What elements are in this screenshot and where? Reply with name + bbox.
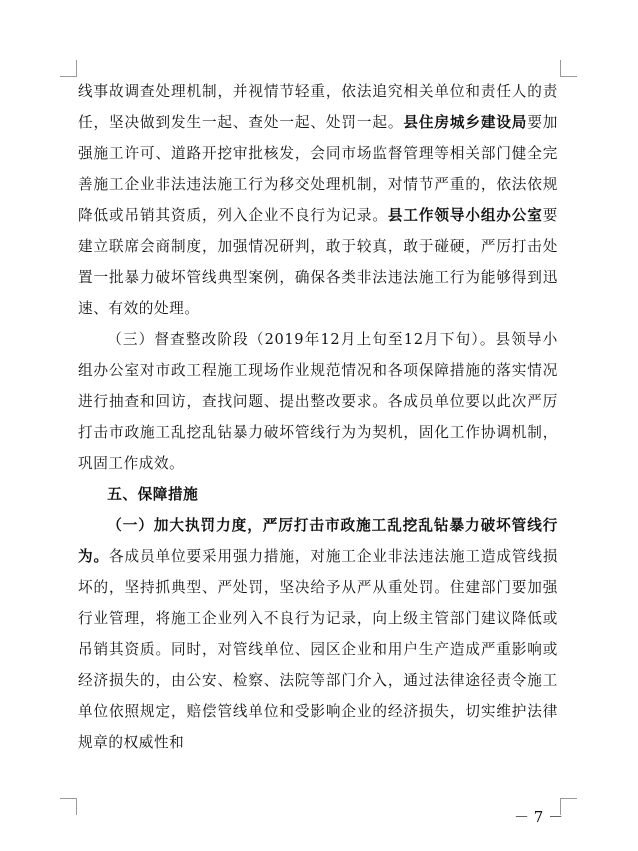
page-number: － 7 － (514, 808, 564, 826)
section-heading-safeguards: 五、保障措施 (107, 486, 199, 503)
text-segment: 线事故调查处理机制，并视情节轻重，依法追究相关单位和责任人的责任，坚决做到发生一起、查处一起、处罚一起。 (78, 83, 558, 131)
text-segment: 要加强施工许可、道路开挖审批核发，会同市场监督管理等相关部门健全完善施工企业非法违法施工行为移交处理机制，对情节严重的，依法依规降低或吊销其资质，列入企业不良行为记录。 (78, 114, 558, 224)
text-segment: 要建立联席会商制度，加强情况研判，敢于较真，敢于碰硬，严厉打击处置一批暴力破坏管线典型案例，确保各类非法违法施工行为能够得到迅速、有效的处理。 (78, 207, 558, 317)
document-body (78, 76, 558, 758)
crop-mark-bottom-left (60, 798, 77, 815)
paragraph-accountability (78, 76, 558, 324)
paragraph-inspection-stage: （三）督查整改阶段（2019年12月上旬至12月下旬）。县领导小组办公室对市政工程施工现场作业规范情况和各项保障措施的落实情况进行抽查和回访，查找问题、提出整改要求。各成员单位要以此次严厉打击市政施工乱挖乱钻暴力破坏管线行为为契机，固化工作协调机制，巩固工作成效。 (78, 331, 558, 472)
bold-term-housing-bureau: 县住房城乡建设局 (403, 114, 528, 131)
crop-mark-top-right (560, 60, 577, 77)
bold-subheading-enforcement: （一）加大执罚力度，严厉打击市政施工乱挖乱钻暴力破坏管线行为。 (78, 517, 558, 565)
text-segment: 各成员单位要采用强力措施，对施工企业非法违法施工造成管线损坏的，坚持抓典型、严处罚，坚决给予从严从重处罚。住建部门要加强行业管理，将施工企业列入不良行为记录，向上级主管部门建议降低或吊销其资质。同时，对管线单位、园区企业和用户生产造成严重影响或经济损失的，由公安、检察、法院等部门介入，通过法律途径责令施工单位依照规定，赔偿管线单位和受影响企业的经济损失，切实维护法律规章的权威性和 (78, 548, 559, 751)
paragraph-enforcement (78, 510, 558, 758)
bold-term-leading-group-office: 县工作领导小组办公室 (387, 207, 543, 224)
crop-mark-top-left (60, 60, 77, 77)
